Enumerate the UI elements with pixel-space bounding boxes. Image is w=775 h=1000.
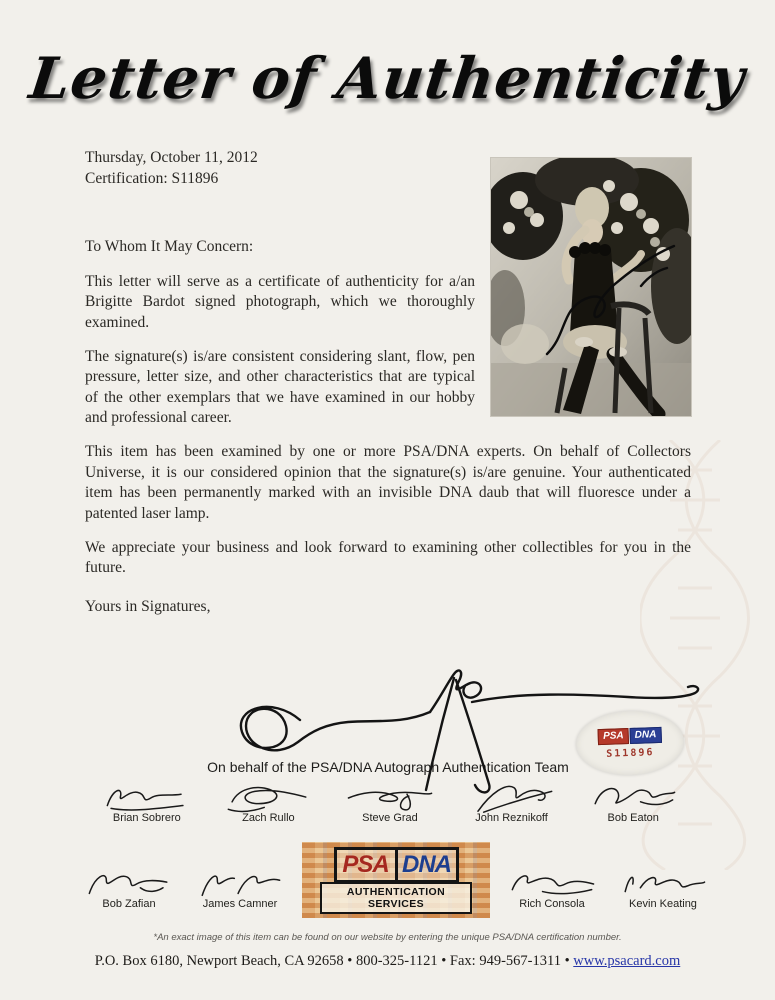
psadna-authentication-services-logo (302, 842, 490, 918)
signer-name: Steve Grad (362, 812, 418, 824)
signer-zach-rullo (208, 781, 330, 824)
authenticator-row-1 (86, 781, 694, 824)
signature-james-camner-icon (191, 867, 289, 901)
signature-bob-zafian-icon (80, 867, 178, 901)
sticker-cert-number: S11896 (606, 746, 655, 760)
signer-rich-consola (503, 867, 601, 918)
signer-brian-sobrero (86, 781, 208, 824)
footer-website-link[interactable]: www.psacard.com (573, 953, 681, 969)
stamp-logo-boxes (302, 847, 490, 883)
paragraph-4: We appreciate your business and look forward to examining other collectibles for you in the future. (85, 538, 691, 577)
signer-bob-eaton (572, 781, 694, 824)
signature-kevin-keating-icon (614, 867, 712, 901)
psadna-sticker-logo-icon (598, 726, 662, 744)
signer-name: James Camner (202, 898, 278, 910)
page-title (0, 28, 775, 128)
signer-name: Bob Zafian (102, 898, 156, 910)
stamp-psa-label: PSA (334, 847, 398, 883)
closing: Yours in Signatures, (85, 597, 211, 615)
signature-zach-rullo-icon (219, 781, 317, 815)
signer-name: John Reznikoff (475, 812, 548, 824)
sticker-dna-label: DNA (629, 726, 661, 743)
on-behalf-line: On behalf of the PSA/DNA Autograph Authentication Team (207, 759, 569, 775)
signature-bob-eaton-icon (584, 781, 682, 815)
page-title-text: Letter of Authenticity (26, 44, 749, 112)
letter-body (85, 148, 691, 617)
signed-photograph (491, 158, 691, 416)
signer-name: Rich Consola (519, 898, 585, 910)
signer-kevin-keating (614, 867, 712, 918)
signature-rich-consola-icon (503, 867, 601, 901)
signer-name: Kevin Keating (629, 898, 697, 910)
paragraph-1: This letter will serve as a certificate of authenticity for a/an Brigitte Bardot signed photograph, which we thoroughly examined. (85, 272, 475, 332)
signature-steve-grad-icon (341, 781, 439, 815)
footer-contact-line (0, 953, 775, 970)
signer-name: Bob Eaton (607, 812, 659, 824)
footer-contact: P.O. Box 6180, Newport Beach, CA 92658 • 800-325-1121 • Fax: 949-567-1311 • (94, 953, 570, 969)
certification-number: Certification: S11896 (85, 169, 219, 187)
stamp-dna-label: DNA (395, 847, 459, 883)
signer-name: Brian Sobrero (112, 812, 181, 824)
signer-james-camner (191, 867, 289, 918)
signer-steve-grad (329, 781, 451, 824)
authenticator-row-2 (80, 842, 712, 918)
paragraph-3: This item has been examined by one or more PSA/DNA experts. On behalf of Collectors Universe, it is our considered opinion that the signature(s) is/are genuine. Your authenticated item has been permanently marked with an invisible DNA daub that will fluoresce under a patented laser lamp. (85, 443, 691, 522)
salutation: To Whom It May Concern: (85, 238, 254, 256)
signer-john-reznikoff (451, 781, 573, 824)
letter-date: Thursday, October 11, 2012 (85, 149, 258, 166)
signer-bob-zafian (80, 867, 178, 918)
signature-john-reznikoff-icon (463, 781, 561, 815)
paragraph-2: The signature(s) is/are consistent considering slant, flow, pen pressure, letter size, and other characteristics that are typical of the other exemplars that we have examined in our hobby and professional career. (85, 347, 475, 427)
stamp-services-label: AUTHENTICATION SERVICES (320, 882, 472, 914)
signer-name: Zach Rullo (242, 812, 295, 824)
footnote: *An exact image of this item can be found on our website by entering the unique PSA/DNA certification number. (153, 932, 622, 943)
sticker-psa-label: PSA (598, 728, 629, 745)
signature-brian-sobrero-icon (98, 781, 196, 815)
